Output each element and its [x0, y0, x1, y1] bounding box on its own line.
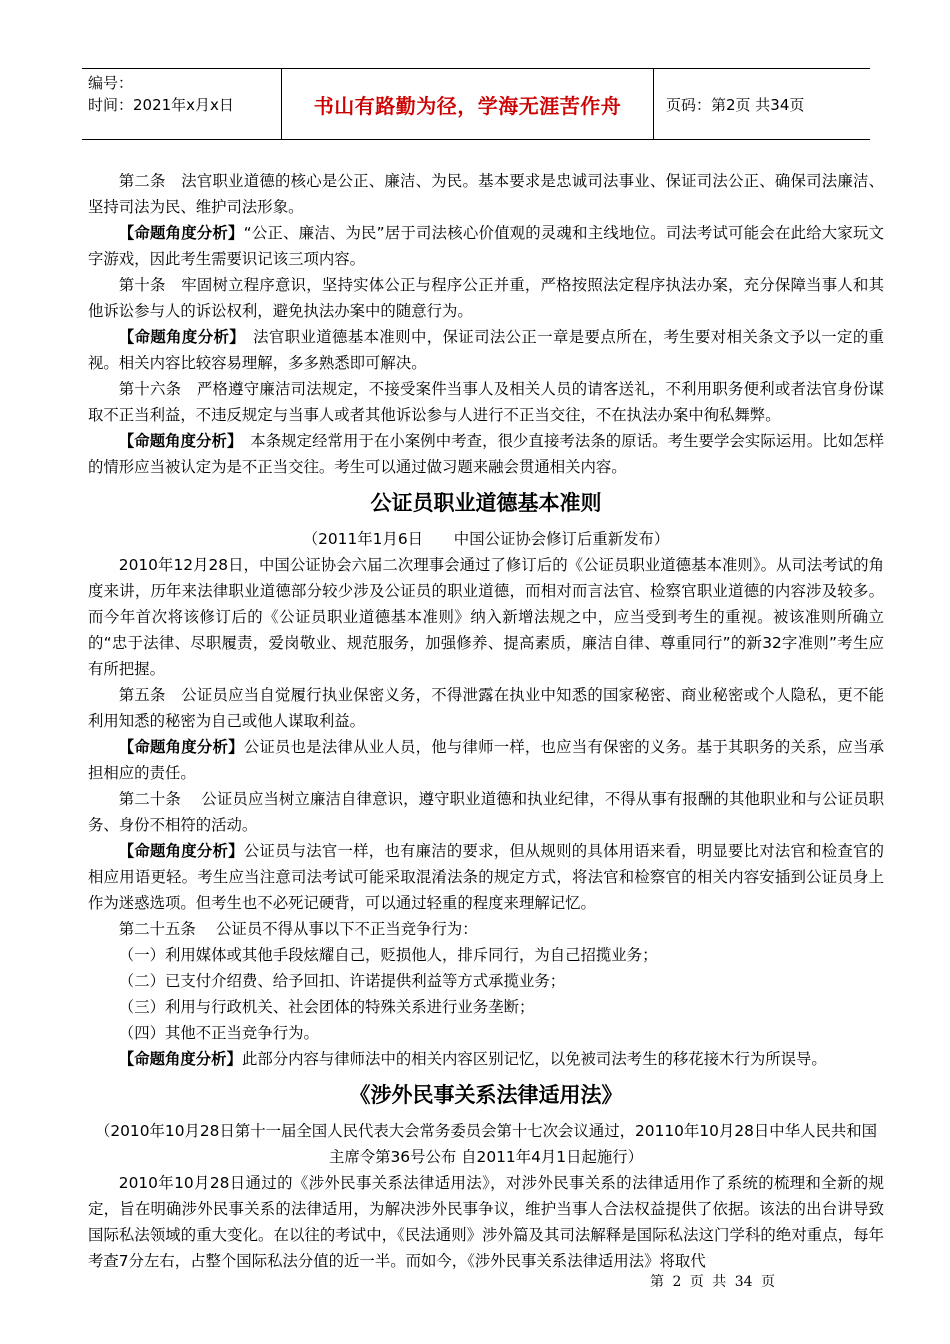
analysis-paragraph	[88, 838, 884, 916]
body-paragraph: 第十六条 严格遵守廉洁司法规定，不接受案件当事人及相关人员的请客送礼，不利用职务便利或者法官身份谋取不正当利益，不违反规定与当事人或者其他诉讼参与人进行不正当交往，不在执法办案中徇私舞弊。	[88, 380, 884, 424]
analysis-text: “公正、廉洁、为民”居于司法核心价值观的灵魂和主线地位。司法考试可能会在此给大家玩文字游戏，因此考生需要识记该三项内容。	[88, 224, 884, 268]
analysis-paragraph	[88, 734, 884, 786]
analysis-text: 本条规定经常用于在小案例中考查，很少直接考法条的原话。考生要学会实际运用。比如怎样的情形应当被认定为是不正当交往。考生可以通过做习题来融会贯通相关内容。	[88, 432, 884, 476]
body-paragraph: （三）利用与行政机关、社会团体的特殊关系进行业务垄断；	[118, 998, 535, 1016]
header-page-info: 页码：第2页 共34页	[666, 95, 805, 114]
header-motto: 书山有路勤为径，学海无涯苦作舟	[313, 93, 622, 118]
page-footer: 第 2 页 共 34 页	[650, 1274, 775, 1290]
section-heading: 《涉外民事关系法律适用法》	[349, 1083, 623, 1107]
analysis-label: 【命题角度分析】	[118, 224, 244, 242]
body-paragraph: （一）利用媒体或其他手段炫耀自己，贬损他人，排斥同行，为自己招揽业务；	[118, 946, 658, 964]
analysis-label: 【命题角度分析】	[118, 1050, 242, 1068]
body-paragraph: （四）其他不正当竞争行为。	[118, 1024, 319, 1042]
analysis-label: 【命题角度分析】	[118, 432, 235, 450]
analysis-label: 【命题角度分析】	[118, 328, 238, 346]
section-heading: 公证员职业道德基本准则	[370, 491, 602, 515]
analysis-text: 此部分内容与律师法中的相关内容区别记忆，以免被司法考生的移花接木行为所误导。	[241, 1050, 827, 1068]
analysis-text: 公证员也是法律从业人员，他与律师一样，也应当有保密的义务。基于其职务的关系，应当承担相应的责任。	[88, 738, 884, 782]
section-subtitle: （2010年10月28日第十一届全国人民代表大会常务委员会第十七次会议通过，20110年10月28日中华人民共和国主席令第36号公布 自2011年4月1日起施行）	[94, 1122, 878, 1166]
body-paragraph: 第十条 牢固树立程序意识，坚持实体公正与程序公正并重，严格按照法定程序执法办案，充分保障当事人和其他诉讼参与人的诉讼权利，避免执法办案中的随意行为。	[88, 276, 884, 320]
body-paragraph: （二）已支付介绍费、给予回扣、许诺提供利益等方式承揽业务；	[118, 972, 566, 990]
analysis-paragraph	[88, 1046, 884, 1072]
section-subtitle: （2011年1月6日 中国公证协会修订后重新发布）	[302, 530, 670, 548]
analysis-paragraph	[88, 428, 884, 480]
header-meta	[82, 69, 282, 139]
header-motto-cell	[282, 69, 654, 139]
analysis-text: 法官职业道德基本准则中，保证司法公正一章是要点所在，考生要对相关条文予以一定的重视。相关内容比较容易理解，多多熟悉即可解决。	[88, 328, 884, 372]
analysis-paragraph	[88, 324, 884, 376]
analysis-paragraph	[88, 220, 884, 272]
body-paragraph: 第二十五条 公证员不得从事以下不正当竞争行为：	[118, 920, 478, 938]
body-paragraph: 第二十条 公证员应当树立廉洁自律意识，遵守职业道德和执业纪律，不得从事有报酬的其他职业和与公证员职务、身份不相符的活动。	[88, 790, 884, 834]
analysis-label: 【命题角度分析】	[118, 842, 244, 860]
document-number-label: 编号：	[88, 74, 134, 92]
body-paragraph: 第二条 法官职业道德的核心是公正、廉洁、为民。基本要求是忠诚司法事业、保证司法公正、确保司法廉洁、坚持司法为民、维护司法形象。	[88, 172, 884, 216]
body-paragraph: 2010年12月28日，中国公证协会六届二次理事会通过了修订后的《公证员职业道德基本准则》。从司法考试的角度来讲，历年来法律职业道德部分较少涉及公证员的职业道德，而相对而言法官、检察官职业道德的内容涉及较多。而今年首次将该修订后的《公证员职业道德基本准则》纳入新增法规之中，应当受到考生的重视。被该准则所确立的“忠于法律、尽职履责，爱岗敬业、规范服务，加强修养、提高素质，廉洁自律、尊重同行”的新32字准则”考生应有所把握。	[88, 556, 884, 678]
body-paragraph: 2010年10月28日通过的《涉外民事关系法律适用法》，对涉外民事关系的法律适用作了系统的梳理和全新的规定，旨在明确涉外民事关系的法律适用，为解决涉外民事争议，维护当事人合法权益提供了依据。该法的出台讲导致国际私法领域的重大变化。在以往的考试中，《民法通则》涉外篇及其司法解释是国际私法这门学科的绝对重点，每年考查7分左右，占整个国际私法分值的近一半。而如今，《涉外民事关系法律适用法》将取代	[88, 1174, 884, 1270]
analysis-label: 【命题角度分析】	[118, 738, 244, 756]
body-paragraph: 第五条 公证员应当自觉履行执业保密义务，不得泄露在执业中知悉的国家秘密、商业秘密或个人隐私，更不能利用知悉的秘密为自己或他人谋取利益。	[88, 686, 884, 730]
analysis-text: 公证员与法官一样，也有廉洁的要求，但从规则的具体用语来看，明显要比对法官和检查官的相应用语更轻。考生应当注意司法考试可能采取混淆法条的规定方式，将法官和检察官的相关内容安插到公证员身上作为迷惑选项。但考生也不必死记硬背，可以通过轻重的程度来理解记忆。	[88, 842, 884, 912]
document-body	[88, 168, 884, 1274]
document-time-label: 时间：2021年x月x日	[88, 96, 234, 114]
page-header	[82, 68, 870, 140]
